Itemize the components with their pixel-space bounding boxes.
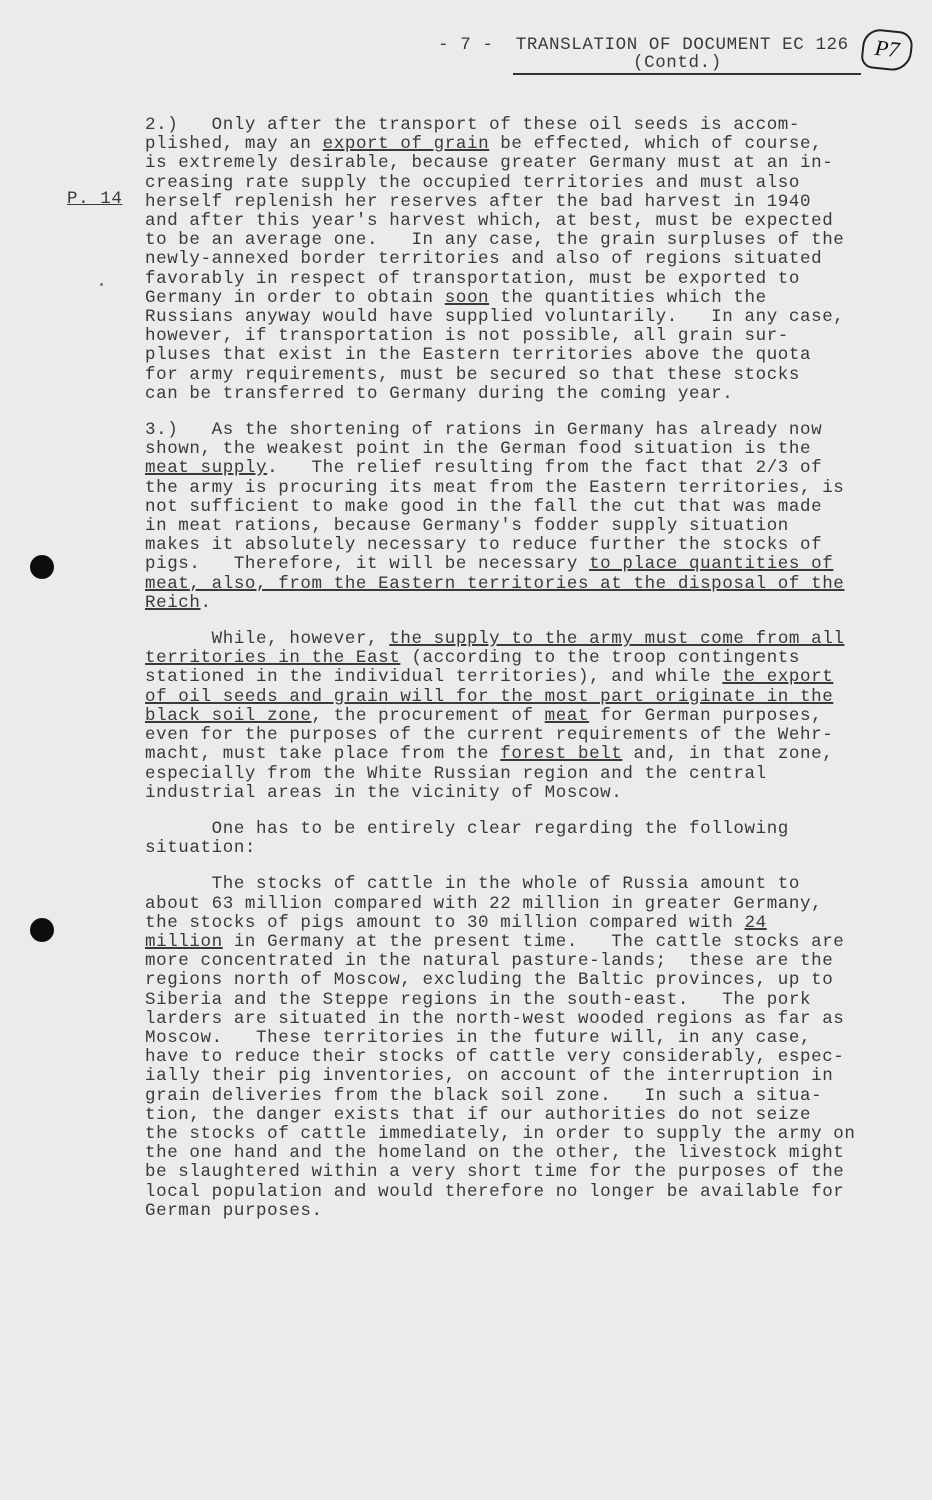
text-run: . The relief resulting from the fact that 2/3 of the army is procuring its meat from the Eastern territories, is not sufficient to make good in the fall the cut that was made in meat rations, because Germany's fodder supply situation makes it absolutely necessary to reduce further the stocks of pigs. Therefore, it will be necessary xyxy=(145,458,845,575)
header-title: - 7 - TRANSLATION OF DOCUMENT EC 126 xyxy=(438,35,849,55)
paragraph xyxy=(145,630,885,803)
header-underline xyxy=(513,73,861,75)
text-run: While, however, xyxy=(145,629,390,650)
text-run: . xyxy=(200,592,212,613)
text-run: the quantities which the Russians anyway would have supplied voluntarily. In any case, however, if transportation is not possible, all grain sur- pluses that exist in the Eastern territories above the quota for army requirements, must be secured so that these stocks can be transferred to Germany during the coming year. xyxy=(145,287,845,404)
paragraph xyxy=(145,820,885,858)
page-number-stamp: P7 xyxy=(860,27,914,72)
text-run: The stocks of cattle in the whole of Russia amount to about 63 million compared with 22 million in greater Germany, the stocks of pigs amount to 30 million compared with xyxy=(145,874,823,933)
text-run: (according to the troop contingents stationed in the individual territories), and while xyxy=(145,648,801,688)
margin-page-reference: P. 14 xyxy=(67,189,123,209)
paragraph xyxy=(145,421,885,613)
underlined-text: the export of oil seeds and grain will for the most part originate in the black soil zone xyxy=(145,667,834,726)
text-run: be effected, which of course, is extremely desirable, because greater Germany must at an in- creasing rate supply the occupied territories and must also herself replenish her reserves after the bad harvest in 1940 and after this year's harvest which, at best, must be expected to be an average one. In any case, the grain surpluses of the newly-annexed border territories and also of regions situated favorably in respect of transportation, must be exported to Germany in order to obtain xyxy=(145,134,845,308)
underlined-text: 24 million xyxy=(145,912,767,952)
header-continued: (Contd.) xyxy=(633,53,722,73)
underlined-text: the supply to the army must come from all territories in the East xyxy=(145,629,845,669)
text-run: for German purposes, even for the purposes of the current requirements of the Wehr- macht, must take place from the xyxy=(145,705,834,765)
underlined-text: to place quantities of meat, also, from the Eastern territories at the disposal of the Reich xyxy=(145,554,845,613)
underlined-text: soon xyxy=(444,287,490,308)
text-run: 3.) As the shortening of rations in Germany has already now shown, the weakest point in the German food situation is the xyxy=(145,420,823,460)
punch-hole-icon xyxy=(30,555,54,579)
paragraph xyxy=(145,116,885,404)
text-run: in Germany at the present time. The cattle stocks are more concentrated in the natural pasture-lands; these are the regions north of Moscow, excluding the Baltic provinces, up to Siberia and the Steppe regions in the south-east. The pork larders are situated in the north-west wooded regions as far as Moscow. These territories in the future will, in any case, have to reduce their stocks of cattle very considerably, espec- ially their pig inventories, on account of the interruption in grain deliveries from the black soil zone. In such a situa- tion, the danger exists that if our authorities do not seize the stocks of cattle immediately, in order to supply the army on the one hand and the homeland on the other, the livestock might be slaughtered within a very short time for the purposes of the local population and would therefore no longer be available for German purposes. xyxy=(145,931,856,1221)
document-body xyxy=(145,116,885,1238)
punch-hole-icon xyxy=(30,918,54,942)
text-run: , the procurement of xyxy=(311,705,545,726)
text-run: and, in that zone, especially from the White Russian region and the central industrial areas in the vicinity of Moscow. xyxy=(145,744,834,803)
text-run: 2.) Only after the transport of these oil seeds is accom- plished, may an xyxy=(145,115,801,155)
margin-mark xyxy=(100,283,103,286)
underlined-text: meat xyxy=(544,705,590,726)
underlined-text: export of grain xyxy=(322,134,490,155)
underlined-text: forest belt xyxy=(500,744,623,765)
page-header xyxy=(438,35,868,73)
text-run: One has to be entirely clear regarding the following situation: xyxy=(145,818,789,859)
underlined-text: meat supply xyxy=(145,458,268,479)
paragraph xyxy=(145,875,885,1221)
